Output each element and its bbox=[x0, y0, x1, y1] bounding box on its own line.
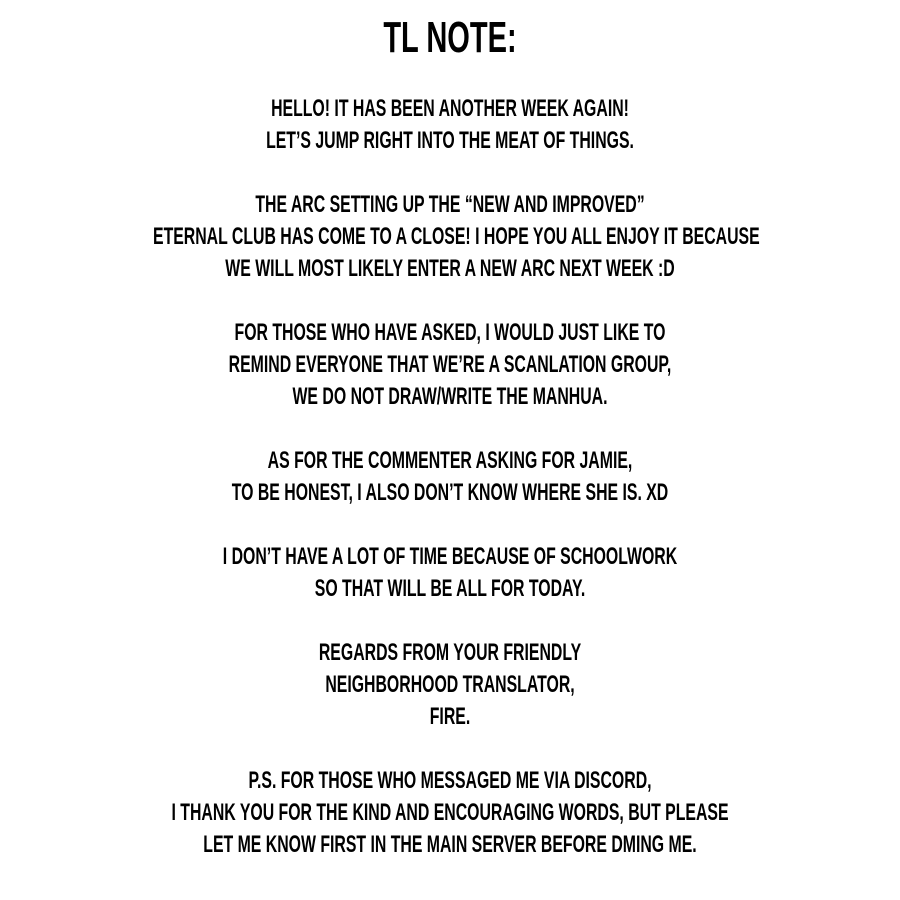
note-line: FOR THOSE WHO HAVE ASKED, I WOULD JUST LIKE TO bbox=[234, 319, 666, 346]
note-line: ETERNAL CLUB HAS COME TO A CLOSE! I HOPE YOU ALL ENJOY IT BECAUSE bbox=[153, 223, 760, 250]
page-title: TL NOTE: bbox=[383, 13, 517, 62]
signature-line: FIRE. bbox=[429, 703, 471, 730]
paragraph-jamie bbox=[0, 445, 900, 509]
paragraph-arc-update bbox=[0, 189, 900, 285]
note-line: WE WILL MOST LIKELY ENTER A NEW ARC NEXT WEEK :D bbox=[225, 255, 675, 282]
paragraph-greeting bbox=[0, 93, 900, 157]
note-line: WE DO NOT DRAW/WRITE THE MANHUA. bbox=[292, 383, 608, 410]
note-line: I DON’T HAVE A LOT OF TIME BECAUSE OF SCHOOLWORK bbox=[222, 543, 678, 570]
note-line: REMIND EVERYONE THAT WE’RE A SCANLATION GROUP, bbox=[228, 351, 672, 378]
note-line: I THANK YOU FOR THE KIND AND ENCOURAGING WORDS, BUT PLEASE bbox=[171, 799, 729, 826]
note-line: HELLO! IT HAS BEEN ANOTHER WEEK AGAIN! bbox=[271, 95, 629, 122]
note-line: AS FOR THE COMMENTER ASKING FOR JAMIE, bbox=[267, 447, 633, 474]
note-line: LET ME KNOW FIRST IN THE MAIN SERVER BEFORE DMING ME. bbox=[203, 831, 697, 858]
note-line: TO BE HONEST, I ALSO DON’T KNOW WHERE SHE IS. XD bbox=[231, 479, 669, 506]
note-line: SO THAT WILL BE ALL FOR TODAY. bbox=[314, 575, 586, 602]
note-body bbox=[0, 93, 900, 893]
note-line: LET’S JUMP RIGHT INTO THE MEAT OF THINGS. bbox=[266, 127, 634, 154]
note-line: P.S. FOR THOSE WHO MESSAGED ME VIA DISCORD, bbox=[248, 767, 652, 794]
paragraph-schoolwork bbox=[0, 541, 900, 605]
paragraph-scanlation-reminder bbox=[0, 317, 900, 413]
paragraph-postscript bbox=[0, 765, 900, 861]
paragraph-signoff bbox=[0, 637, 900, 733]
note-line: NEIGHBORHOOD TRANSLATOR, bbox=[325, 671, 575, 698]
note-line: THE ARC SETTING UP THE “NEW AND IMPROVED” bbox=[255, 191, 645, 218]
note-line: REGARDS FROM YOUR FRIENDLY bbox=[318, 639, 582, 666]
